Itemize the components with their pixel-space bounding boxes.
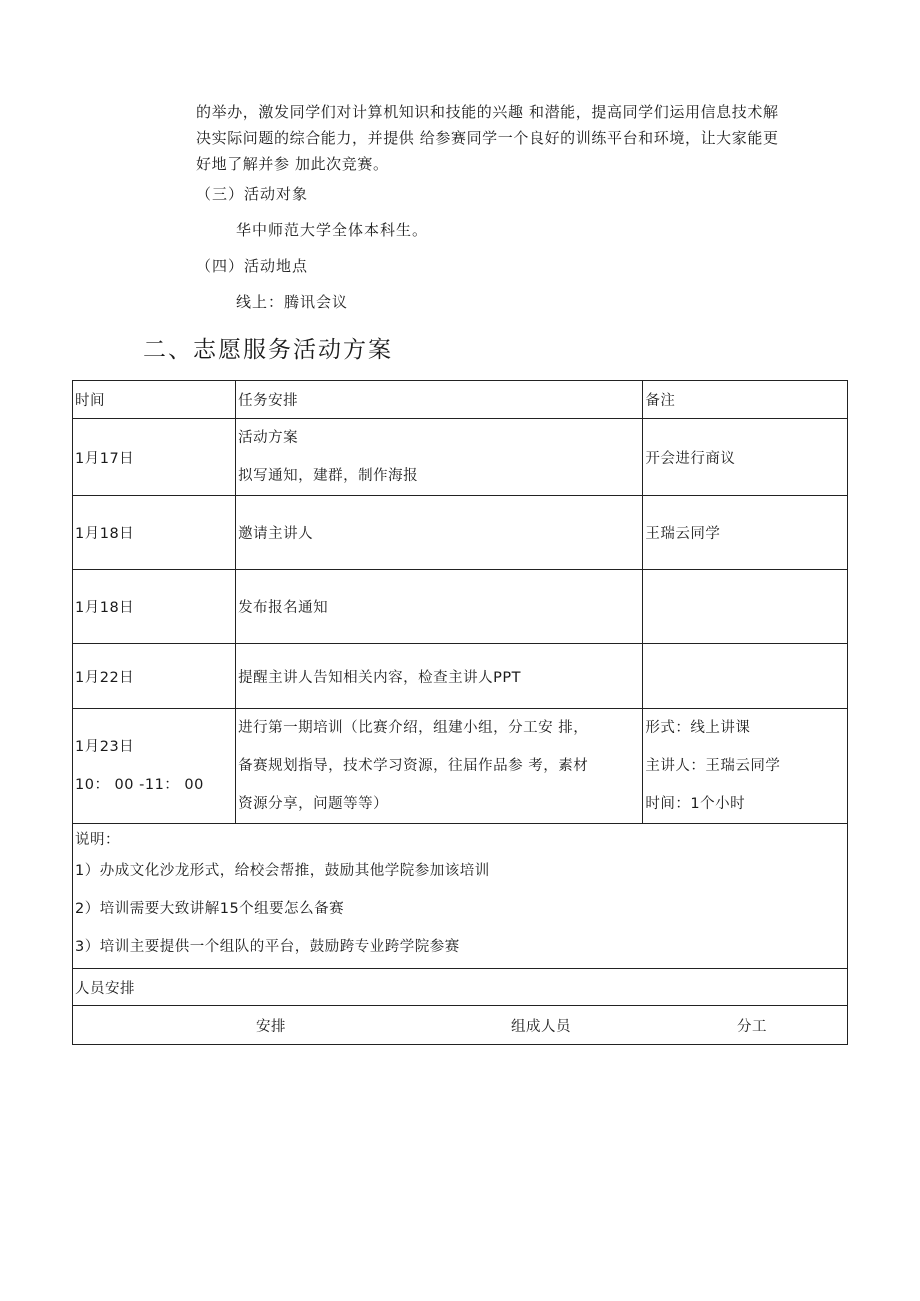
section4-heading: （四）活动地点: [196, 257, 309, 275]
row1-task-line-1: 活动方案: [238, 430, 299, 446]
table-row: [73, 709, 848, 824]
row5-time-range: 10： 00 -11： 00: [75, 777, 204, 793]
header-task: 任务安排: [236, 381, 643, 419]
staff-header-division: 分工: [737, 1019, 767, 1035]
header-time: 时间: [73, 381, 236, 419]
intro-paragraph: [196, 99, 836, 177]
notes-title: 说明：: [75, 832, 120, 848]
table-row: [73, 419, 848, 496]
row1-note: 开会进行商议: [643, 419, 848, 496]
row5-note-line-3: 时间：1个小时: [645, 796, 746, 812]
row1-time: 1月17日: [73, 419, 236, 496]
row3-task: 发布报名通知: [236, 570, 643, 644]
notes-row: [73, 824, 848, 969]
table-header-row: [73, 381, 848, 419]
staff-title: 人员安排: [73, 969, 848, 1006]
section3-heading: （三）活动对象: [196, 185, 309, 203]
section4-content: 线上：腾讯会议: [236, 293, 349, 311]
table-row: [73, 570, 848, 644]
row1-task: [236, 419, 643, 496]
table-row: [73, 496, 848, 570]
row5-task-line-1: 进行第一期培训（比赛介绍，组建小组，分工安 排，: [238, 720, 589, 736]
row5-time-date: 1月23日: [75, 739, 135, 755]
section3-content: 华中师范大学全体本科生。: [236, 221, 429, 239]
note-item-3: 3）培训主要提供一个组队的平台，鼓励跨专业跨学院参赛: [75, 939, 460, 955]
row4-time: 1月22日: [73, 644, 236, 709]
row5-task-line-2: 备赛规划指导，技术学习资源，往届作品参 考，素材: [238, 758, 589, 774]
row2-note: 王瑞云同学: [643, 496, 848, 570]
intro-line-1: 的举办，激发同学们对计算机知识和技能的兴趣 和潜能，提高同学们运用信息技术解: [196, 103, 779, 121]
staff-header-arrange: 安排: [256, 1019, 286, 1035]
row5-note: [643, 709, 848, 824]
row3-time: 1月18日: [73, 570, 236, 644]
table-row: [73, 644, 848, 709]
intro-line-3: 好地了解并参 加此次竞赛。: [196, 155, 389, 173]
row2-time: 1月18日: [73, 496, 236, 570]
notes-cell: [73, 824, 848, 969]
row5-note-line-2: 主讲人：王瑞云同学: [645, 758, 781, 774]
row5-note-line-1: 形式：线上讲课: [645, 720, 751, 736]
staff-title-row: [73, 969, 848, 1006]
intro-line-2: 决实际问题的综合能力，并提供 给参赛同学一个良好的训练平台和环境，让大家能更: [196, 129, 779, 147]
note-item-2: 2）培训需要大致讲解15个组要怎么备赛: [75, 901, 345, 917]
row2-task: 邀请主讲人: [236, 496, 643, 570]
plan-title: 二、志愿服务活动方案: [143, 337, 393, 363]
plan-table: [72, 380, 848, 1045]
note-item-1: 1）办成文化沙龙形式，给校会帮推，鼓励其他学院参加该培训: [75, 863, 490, 879]
row5-task-line-3: 资源分享，问题等等）: [238, 796, 389, 812]
staff-header-row: [73, 1006, 848, 1045]
row1-task-line-2: 拟写通知，建群，制作海报: [238, 468, 419, 484]
row3-note: [643, 570, 848, 644]
row5-task: [236, 709, 643, 824]
header-note: 备注: [643, 381, 848, 419]
staff-header-members: 组成人员: [511, 1019, 571, 1035]
row4-task: 提醒主讲人告知相关内容，检查主讲人PPT: [236, 644, 643, 709]
row5-time: [73, 709, 236, 824]
row4-note: [643, 644, 848, 709]
